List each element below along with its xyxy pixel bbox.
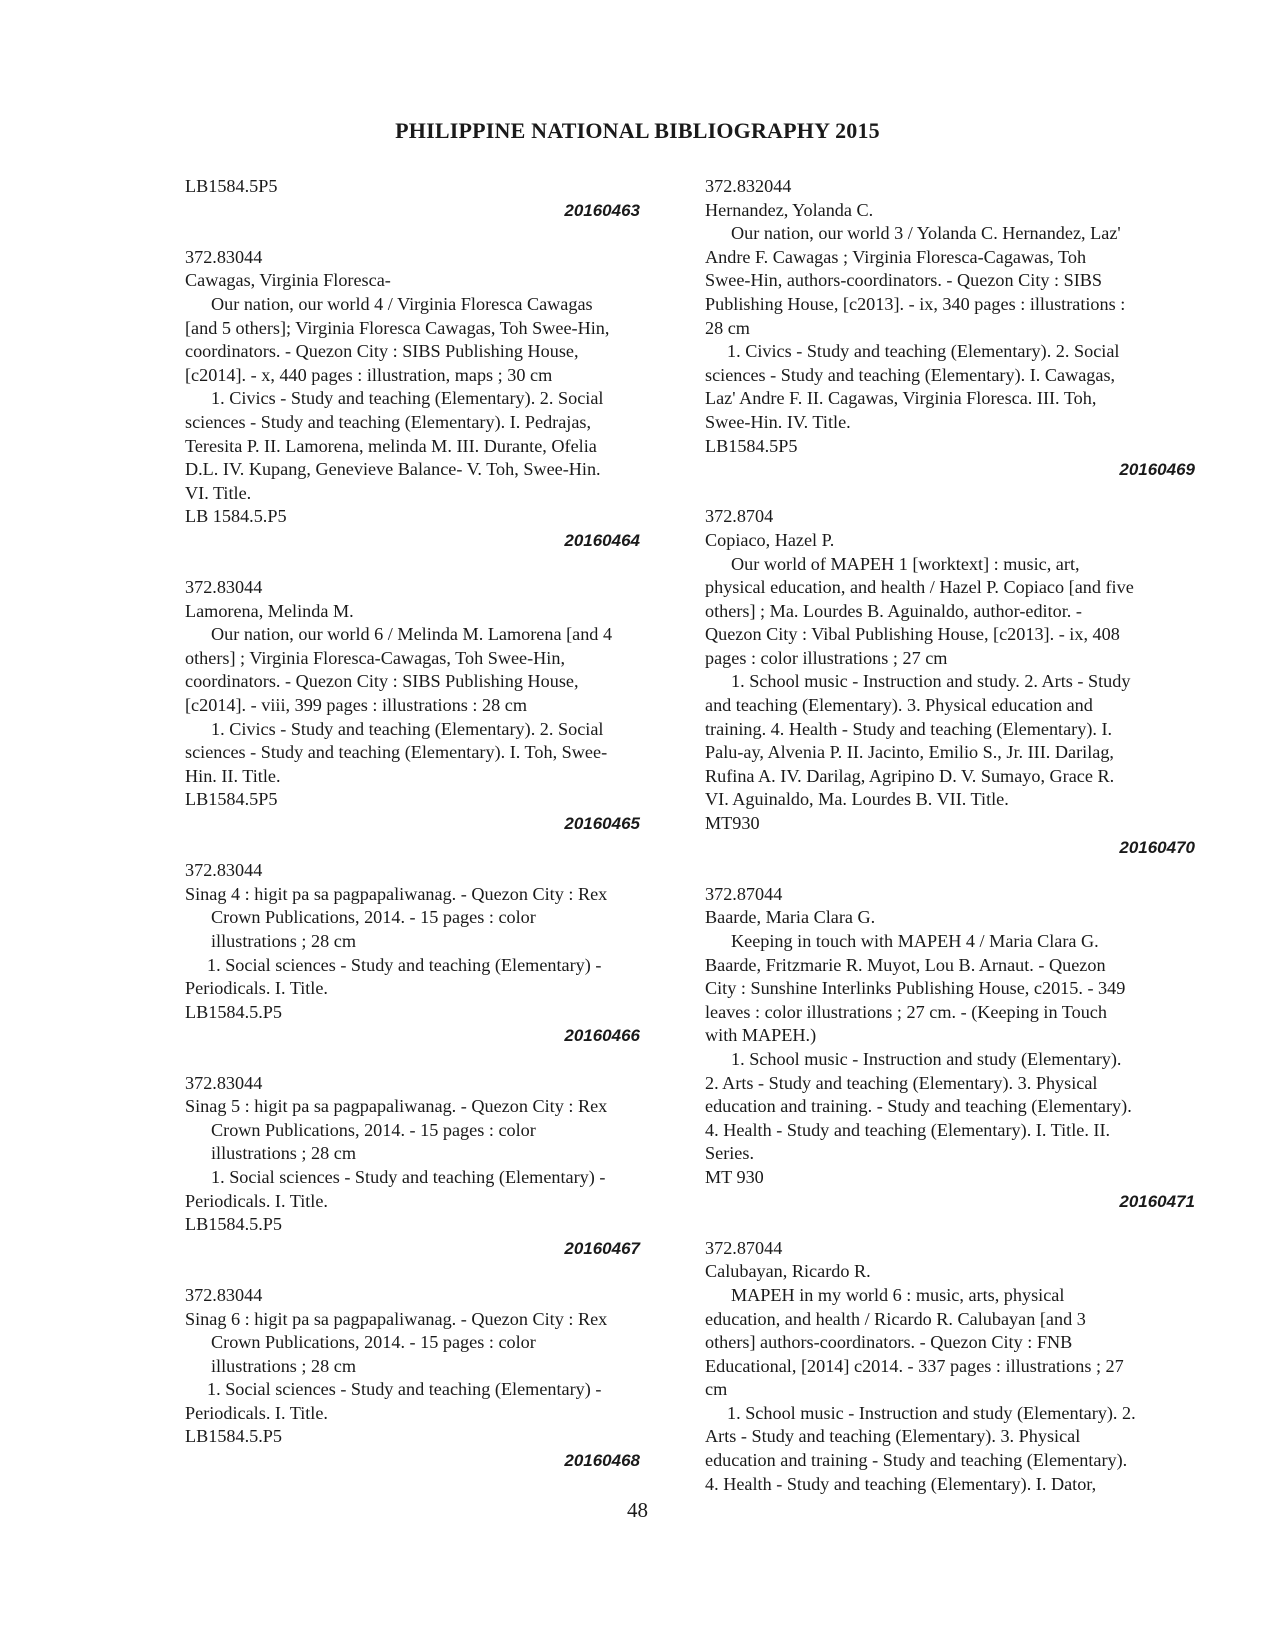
record-number: 20160469: [1119, 460, 1195, 480]
entry-line: Keeping in touch with MAPEH 4 / Maria Clara G.: [731, 931, 1099, 951]
entry-line: others] ; Virginia Floresca-Cawagas, Toh Swee-Hin,: [185, 647, 565, 668]
entry-line: pages : color illustrations ; 27 cm: [705, 647, 948, 668]
entry-line: Swee-Hin. IV. Title.: [705, 411, 851, 432]
entry-line: training. 4. Health - Study and teaching (Elementary). I.: [705, 718, 1113, 739]
record-number: 20160468: [564, 1451, 640, 1471]
page-title: PHILIPPINE NATIONAL BIBLIOGRAPHY 2015: [395, 118, 880, 143]
entry-line: MT930: [705, 813, 760, 834]
entry-line: 372.83044: [185, 1284, 263, 1305]
entry-line: Periodicals. I. Title.: [185, 1402, 328, 1423]
record-number: 20160470: [1119, 837, 1195, 857]
entry-line: 372.83044: [185, 1072, 263, 1093]
entry-line: 1. School music - Instruction and study. 2. Arts - Study: [731, 671, 1131, 692]
entry-line: 1. School music - Instruction and study (Elementary).: [731, 1048, 1122, 1069]
entry-line: sciences - Study and teaching (Elementary). I. Pedrajas,: [185, 411, 592, 432]
entry-line: LB 1584.5.P5: [185, 506, 287, 527]
entry-line: City : Sunshine Interlinks Publishing House, c2015. - 349: [705, 978, 1126, 999]
entry-spacer: [185, 553, 640, 577]
right-column: [705, 175, 1195, 1496]
entry-spacer: [185, 1048, 640, 1072]
entry-line: Publishing House, [c2013]. - ix, 340 pages : illustrations :: [705, 293, 1126, 314]
entry-line: Periodicals. I. Title.: [185, 1190, 328, 1211]
entry-line: Swee-Hin, authors-coordinators. - Quezon City : SIBS: [705, 270, 1103, 291]
entry-line: Crown Publications, 2014. - 15 pages : color: [211, 1119, 536, 1140]
entry-line: coordinators. - Quezon City : SIBS Publishing House,: [185, 341, 579, 362]
entry-line: Laz' Andre F. II. Cagawas, Virginia Floresca. III. Toh,: [705, 388, 1097, 409]
entry-line: VI. Aguinaldo, Ma. Lourdes B. VII. Title.: [705, 789, 1009, 810]
record-number: 20160466: [564, 1026, 640, 1046]
entry-line: Our world of MAPEH 1 [worktext] : music, art,: [731, 553, 1080, 574]
entry-line: 28 cm: [705, 317, 750, 338]
entry-line: 1. Civics - Study and teaching (Elementary). 2. Social: [727, 341, 1120, 362]
entry-line: Sinag 5 : higit pa sa pagpapaliwanag. - Quezon City : Rex: [185, 1096, 608, 1117]
record-number: 20160467: [564, 1238, 640, 1258]
entry-line: 372.83044: [185, 246, 263, 267]
entry-line: 1. Civics - Study and teaching (Elementary). 2. Social: [211, 718, 604, 739]
entry-line: 1. Social sciences - Study and teaching (Elementary) -: [211, 1166, 606, 1187]
entry-line: illustrations ; 28 cm: [211, 1355, 356, 1376]
entry-line: 372.832044: [705, 176, 792, 196]
entry-line: VI. Title.: [185, 482, 252, 503]
page-number: 48: [627, 1498, 648, 1522]
entry-line: Periodicals. I. Title.: [185, 978, 328, 999]
entry-line: Andre F. Cawagas ; Virginia Floresca-Cagawas, Toh: [705, 246, 1087, 267]
entry-line: Lamorena, Melinda M.: [185, 600, 354, 621]
entry-line: Baarde, Maria Clara G.: [705, 907, 876, 928]
entry-line: sciences - Study and teaching (Elementary). I. Cawagas,: [705, 364, 1116, 385]
entry-line: 372.83044: [185, 860, 263, 881]
entry-line: others] authors-coordinators. - Quezon City : FNB: [705, 1332, 1073, 1353]
entry-line: 372.83044: [185, 577, 263, 598]
entry-line: Educational, [2014] c2014. - 337 pages : illustrations ; 27: [705, 1355, 1124, 1376]
entry-spacer: [185, 1260, 640, 1284]
entry-line: others] ; Ma. Lourdes B. Aguinaldo, author-editor. -: [705, 600, 1082, 621]
record-number: 20160464: [564, 530, 640, 550]
record-number: 20160463: [564, 200, 640, 220]
entry-line: Crown Publications, 2014. - 15 pages : color: [211, 907, 536, 928]
entry-spacer: [185, 222, 640, 246]
entry-line: LB1584.5.P5: [185, 1426, 283, 1447]
entry-line: 4. Health - Study and teaching (Elementary). I. Dator,: [705, 1473, 1097, 1494]
entry-spacer: [705, 482, 1195, 506]
entry-line: MT 930: [705, 1166, 764, 1187]
entry-line: leaves : color illustrations ; 27 cm. - (Keeping in Touch: [705, 1001, 1107, 1022]
entry-line: Baarde, Fritzmarie R. Muyot, Lou B. Arnaut. - Quezon: [705, 954, 1106, 975]
entry-line: Arts - Study and teaching (Elementary). 3. Physical: [705, 1426, 1081, 1447]
entry-spacer: [705, 859, 1195, 883]
entry-line: 372.87044: [705, 1237, 783, 1258]
entry-line: LB1584.5.P5: [185, 1214, 283, 1235]
entry-line: 1. Social sciences - Study and teaching (Elementary) -: [207, 954, 602, 975]
entry-line: Quezon City : Vibal Publishing House, [c2013]. - ix, 408: [705, 624, 1120, 645]
entry-line: cm: [705, 1379, 728, 1400]
entry-line: [c2014]. - viii, 399 pages : illustrations : 28 cm: [185, 695, 527, 716]
entry-line: Series.: [705, 1143, 754, 1164]
entry-line: 4. Health - Study and teaching (Elementary). I. Title. II.: [705, 1119, 1111, 1140]
entry-line: Calubayan, Ricardo R.: [705, 1261, 871, 1282]
entry-line: Sinag 6 : higit pa sa pagpapaliwanag. - Quezon City : Rex: [185, 1308, 608, 1329]
entry-line: D.L. IV. Kupang, Genevieve Balance- V. Toh, Swee-Hin.: [185, 459, 601, 480]
entry-line: with MAPEH.): [705, 1025, 817, 1046]
entry-line: Teresita P. II. Lamorena, melinda M. III. Durante, Ofelia: [185, 435, 597, 456]
entry-line: [c2014]. - x, 440 pages : illustration, maps ; 30 cm: [185, 364, 553, 385]
entry-line: Copiaco, Hazel P.: [705, 529, 835, 550]
entry-line: Cawagas, Virginia Floresca-: [185, 270, 391, 291]
entry-line: illustrations ; 28 cm: [211, 1143, 356, 1164]
entry-line: [and 5 others]; Virginia Floresca Cawagas, Toh Swee-Hin,: [185, 317, 610, 338]
entry-line: LB1584.5P5: [705, 435, 798, 456]
entry-line: coordinators. - Quezon City : SIBS Publishing House,: [185, 671, 579, 692]
entry-line: MAPEH in my world 6 : music, arts, physical: [731, 1284, 1065, 1305]
entry-line: LB1584.5.P5: [185, 1001, 283, 1022]
entry-line: Hernandez, Yolanda C.: [705, 199, 874, 220]
entry-line: sciences - Study and teaching (Elementary). I. Toh, Swee-: [185, 742, 608, 763]
entry-line: illustrations ; 28 cm: [211, 931, 356, 951]
entry-line: physical education, and health / Hazel P. Copiaco [and five: [705, 577, 1134, 598]
entry-line: education, and health / Ricardo R. Calubayan [and 3: [705, 1308, 1086, 1329]
entry-line: Our nation, our world 6 / Melinda M. Lamorena [and 4: [211, 624, 613, 645]
entry-line: 1. School music - Instruction and study (Elementary). 2.: [727, 1402, 1136, 1423]
entry-line: LB1584.5P5: [185, 789, 278, 810]
entry-line: 372.87044: [705, 883, 783, 904]
entry-line: Sinag 4 : higit pa sa pagpapaliwanag. - Quezon City : Rex: [185, 883, 608, 904]
record-number: 20160471: [1119, 1191, 1195, 1211]
entry-line: 372.8704: [705, 506, 774, 527]
entry-line: Crown Publications, 2014. - 15 pages : color: [211, 1332, 536, 1353]
left-column: [185, 175, 640, 1473]
entry-line: 2. Arts - Study and teaching (Elementary). 3. Physical: [705, 1072, 1098, 1093]
entry-line: education and training. - Study and teaching (Elementary).: [705, 1096, 1132, 1117]
entry-spacer: [705, 1213, 1195, 1237]
entry-line: Rufina A. IV. Darilag, Agripino D. V. Sumayo, Grace R.: [705, 765, 1115, 786]
entry-spacer: [185, 836, 640, 860]
entry-line: and teaching (Elementary). 3. Physical education and: [705, 695, 1093, 716]
entry-line: Palu-ay, Alvenia P. II. Jacinto, Emilio S., Jr. III. Darilag,: [705, 742, 1114, 763]
entry-line: Our nation, our world 4 / Virginia Floresca Cawagas: [211, 293, 593, 314]
entry-line: LB1584.5P5: [185, 176, 278, 196]
entry-line: 1. Civics - Study and teaching (Elementary). 2. Social: [211, 388, 604, 409]
entry-line: Our nation, our world 3 / Yolanda C. Hernandez, Laz': [731, 223, 1121, 244]
entry-line: education and training - Study and teaching (Elementary).: [705, 1450, 1128, 1471]
record-number: 20160465: [564, 814, 640, 834]
entry-line: 1. Social sciences - Study and teaching (Elementary) -: [207, 1379, 602, 1400]
entry-line: Hin. II. Title.: [185, 765, 281, 786]
